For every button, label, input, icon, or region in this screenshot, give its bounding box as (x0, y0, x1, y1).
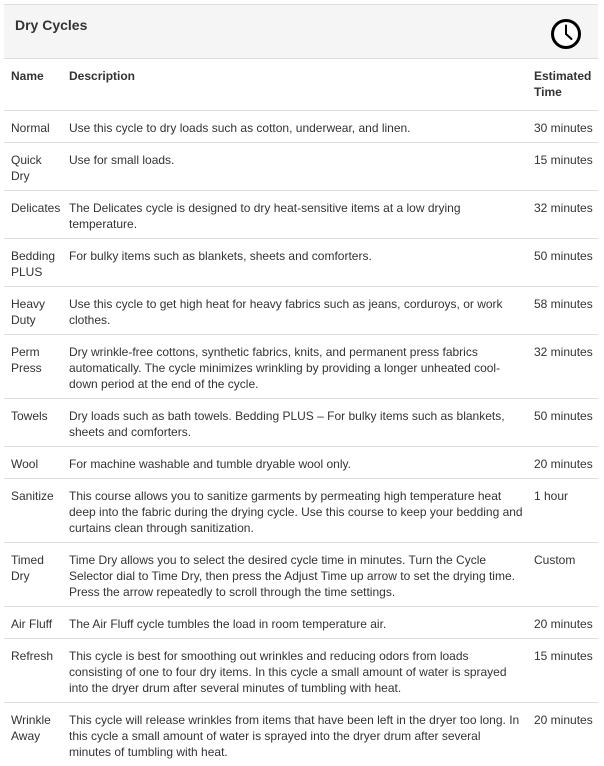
column-header-time: Estimated Time (527, 59, 598, 111)
cycle-name-cell: Perm Press (4, 335, 62, 399)
panel-title: Dry Cycles (15, 17, 87, 33)
column-header-description: Description (62, 59, 527, 111)
table-row (4, 543, 598, 607)
table-header-row (4, 59, 598, 111)
cycle-time-cell: 1 hour (527, 479, 598, 543)
cycle-name-cell: Refresh (4, 639, 62, 703)
cycle-name-cell: Timed Dry (4, 543, 62, 607)
cycle-description-cell: Use this cycle to dry loads such as cotton, underwear, and linen. (62, 111, 527, 143)
cycle-time-cell: 50 minutes (527, 239, 598, 287)
column-header-name: Name (4, 59, 62, 111)
table-row (4, 639, 598, 703)
cycle-time-cell: 20 minutes (527, 607, 598, 639)
cycle-description-cell: Dry wrinkle-free cottons, synthetic fabrics, knits, and permanent press fabrics automatically. The cycle minimizes wrinkling by providing a longer unheated cool-down period at the end of the cycle. (62, 335, 527, 399)
cycle-description-cell: For bulky items such as blankets, sheets and comforters. (62, 239, 527, 287)
cycle-name-cell: Wool (4, 447, 62, 479)
table-row (4, 335, 598, 399)
cycle-time-cell: 15 minutes (527, 639, 598, 703)
cycle-description-cell: For machine washable and tumble dryable wool only. (62, 447, 527, 479)
table-row (4, 191, 598, 239)
table-row (4, 287, 598, 335)
cycle-time-cell: 15 minutes (527, 143, 598, 191)
cycle-name-cell: Towels (4, 399, 62, 447)
dry-cycles-panel (4, 4, 598, 766)
cycle-time-cell: 50 minutes (527, 399, 598, 447)
cycle-name-cell: Quick Dry (4, 143, 62, 191)
cycle-description-cell: The Air Fluff cycle tumbles the load in room temperature air. (62, 607, 527, 639)
table-row (4, 703, 598, 766)
table-row (4, 143, 598, 191)
cycle-name-cell: Sanitize (4, 479, 62, 543)
clock-icon (550, 18, 582, 50)
table-row (4, 239, 598, 287)
table-row (4, 111, 598, 143)
cycle-description-cell: This course allows you to sanitize garments by permeating high temperature heat deep into the fabric during the drying cycle. Use this course to keep your bedding and curtains clean through sanitization. (62, 479, 527, 543)
cycle-description-cell: This cycle is best for smoothing out wrinkles and reducing odors from loads consisting of one to four dry items. In this cycle a small amount of water is sprayed into the dryer drum after several minutes of tumbling with heat. (62, 639, 527, 703)
cycle-name-cell: Heavy Duty (4, 287, 62, 335)
cycle-description-cell: Use this cycle to get high heat for heavy fabrics such as jeans, corduroys, or work clothes. (62, 287, 527, 335)
cycle-time-cell: 20 minutes (527, 447, 598, 479)
cycle-time-cell: 32 minutes (527, 335, 598, 399)
cycle-time-cell: 58 minutes (527, 287, 598, 335)
table-row (4, 399, 598, 447)
dry-cycles-table (4, 59, 598, 766)
cycle-description-cell: Time Dry allows you to select the desired cycle time in minutes. Turn the Cycle Selector dial to Time Dry, then press the Adjust Time up arrow to set the drying time. Press the arrow repeatedly to scroll through the time settings. (62, 543, 527, 607)
cycle-time-cell: 32 minutes (527, 191, 598, 239)
cycle-description-cell: The Delicates cycle is designed to dry heat-sensitive items at a low drying temperature. (62, 191, 527, 239)
cycle-name-cell: Wrinkle Away (4, 703, 62, 766)
cycle-description-cell: Use for small loads. (62, 143, 527, 191)
panel-header (4, 5, 598, 59)
cycle-name-cell: Air Fluff (4, 607, 62, 639)
cycle-time-cell: 20 minutes (527, 703, 598, 766)
cycle-name-cell: Normal (4, 111, 62, 143)
table-row (4, 447, 598, 479)
cycle-time-cell: 30 minutes (527, 111, 598, 143)
cycle-description-cell: This cycle will release wrinkles from items that have been left in the dryer too long. In this cycle a small amount of water is sprayed into the dryer drum after several minutes of tumbling with heat. (62, 703, 527, 766)
cycle-time-cell: Custom (527, 543, 598, 607)
table-row (4, 479, 598, 543)
cycle-name-cell: Bedding PLUS (4, 239, 62, 287)
cycle-name-cell: Delicates (4, 191, 62, 239)
cycle-description-cell: Dry loads such as bath towels. Bedding PLUS – For bulky items such as blankets, sheets and comforters. (62, 399, 527, 447)
table-row (4, 607, 598, 639)
